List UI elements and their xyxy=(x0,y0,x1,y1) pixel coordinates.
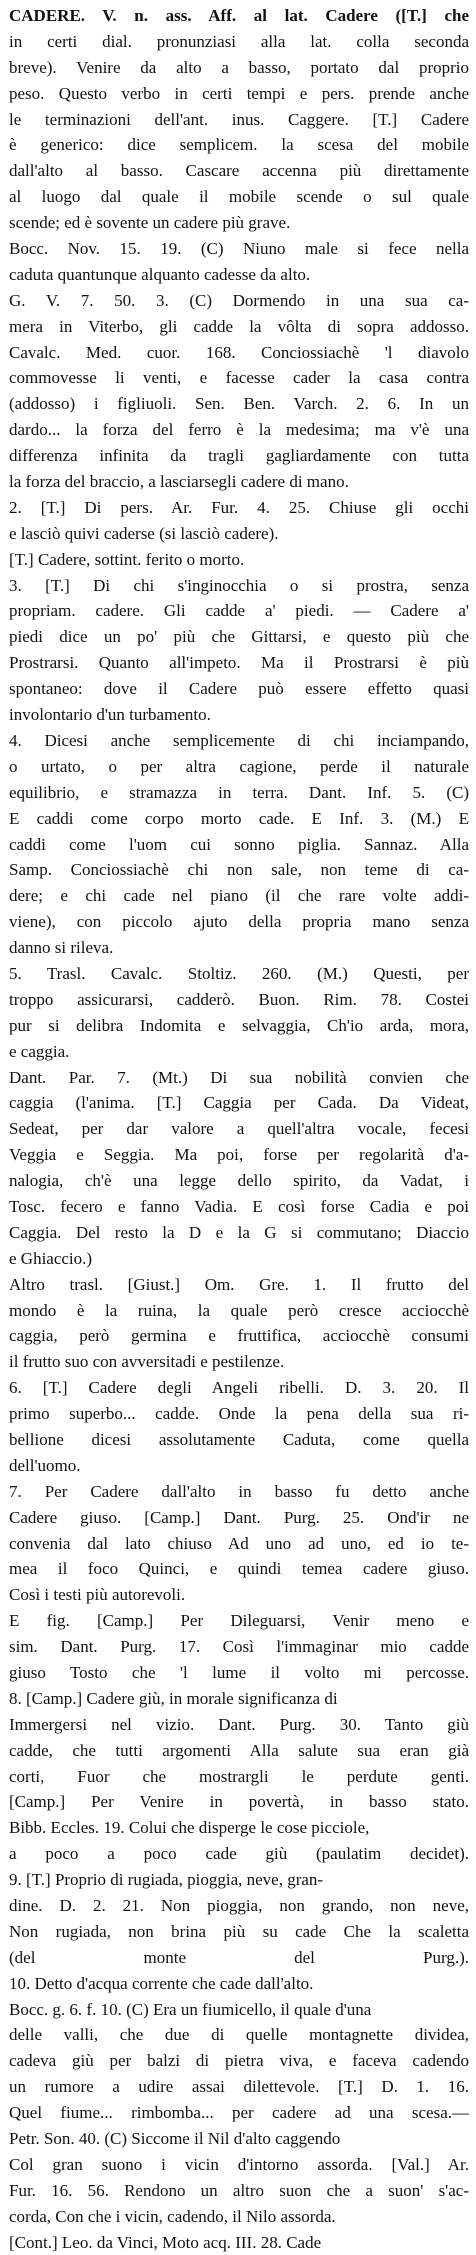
text-line: Bocc. g. 6. f. 10. (C) Era un fiumicello, il quale d'una xyxy=(9,1999,372,2019)
text-line: 8. [Camp.] Cadere giù, in morale significanza di xyxy=(9,1688,338,1708)
text-line: e Ghiaccio.) xyxy=(9,1248,93,1268)
text-line: 5. Trasl. Cavalc. Stoltiz. 260. (M.) Questi, per xyxy=(9,963,469,983)
text-line: la forza del braccio, a lasciarsegli cadere di mano. xyxy=(9,472,349,492)
text-line: Caggia. Del resto la D e la G si commutano; Diaccio xyxy=(9,1222,469,1242)
text-line: dine. D. 2. 21. Non pioggia, non grando, non neve, xyxy=(9,1896,469,1916)
text-line: mondo è la ruina, la quale però cresce acciocchè xyxy=(9,1300,469,1320)
text-line: Altro trasl. [Giust.] Om. Gre. 1. Il frutto del xyxy=(9,1274,469,1294)
text-line: dere; e chi cade nel piano (il che rare volte addi- xyxy=(9,886,469,906)
text-line: convenia dal lato chiuso Ad uno ad uno, ed io te- xyxy=(9,1533,469,1553)
text-line: e caggia. xyxy=(9,1041,70,1061)
text-line: CADERE. V. n. ass. Aff. al lat. Cadere ([T.] che xyxy=(9,6,469,25)
text-line: Cadere giuso. [Camp.] Dant. Purg. 25. Ond'ir ne xyxy=(9,1507,469,1527)
text-line: corda, Con che i vicin, cadendo, il Nilo assorda. xyxy=(9,2206,336,2226)
text-line: a poco a poco cade giù (paulatim decidet). xyxy=(9,1844,469,1864)
text-line: delle valli, che due di quelle montagnette dividea, xyxy=(9,2025,469,2045)
text-line: 9. [T.] Proprio di rugiada, pioggia, neve, gran- xyxy=(9,1870,324,1890)
text-line: Bibb. Eccles. 19. Colui che disperge le cose picciole, xyxy=(9,1818,370,1838)
text-line: piedi dice un po' più che Gittarsi, e questo più che xyxy=(9,627,469,647)
text-line: [Camp.] Per Venire in povertà, in basso stato. xyxy=(9,1792,469,1812)
text-line: Prostrarsi. Quanto all'impeto. Ma il Prostrarsi è più xyxy=(9,653,469,673)
text-line: primo superbo... cadde. Onde la pena della sua ri- xyxy=(9,1404,469,1424)
text-line: nalogia, ch'è una legge dello spirito, da Vadat, i xyxy=(9,1171,469,1191)
text-line: dardo... la forza del ferro è la medesima; ma v'è una xyxy=(9,420,469,440)
text-line: giuso Tosto che 'l lume il volto mi percosse. xyxy=(9,1663,469,1682)
text-line: 6. [T.] Cadere degli Angeli ribelli. D. 3. 20. Il xyxy=(9,1378,469,1398)
text-line: commovesse li venti, e facesse cader la casa contra xyxy=(9,368,469,388)
text-line: differenza infinita da tragli gagliardamente con tutta xyxy=(9,446,469,466)
text-line: peso. Questo verbo in certi tempi e pers. prende anche xyxy=(9,83,469,103)
text-line: Samp. Conciossiachè chi non sale, non teme di ca- xyxy=(9,860,469,880)
text-line: troppo assicurarsi, cadderò. Buon. Rim. 78. Costei xyxy=(9,989,469,1009)
text-line: cadde, che tutti argomenti Alla salute sua eran già xyxy=(9,1740,469,1760)
text-line: (del monte del Purg.). xyxy=(9,1947,469,1967)
text-line: [T.] Cadere, sottint. ferito o morto. xyxy=(9,549,245,569)
text-line: scende; ed è sovente un cadere più grave. xyxy=(9,213,291,233)
text-line: caggia, però germina e fruttifica, acciocchè consumi xyxy=(9,1326,469,1346)
text-line: Cavalc. Med. cuor. 168. Conciossiachè 'l diavolo xyxy=(9,342,469,362)
text-line: caduta quantunque alquanto cadesse da alto. xyxy=(9,264,311,284)
text-line: Non rugiada, non brina più su cade Che la scaletta xyxy=(9,1921,469,1941)
text-line: corti, Fuor che mostrargli le perdute genti. xyxy=(9,1766,469,1786)
text-line: involontario d'un turbamento. xyxy=(9,705,211,725)
text-line: equilibrio, e stramazza in terra. Dant. Inf. 5. (C) xyxy=(9,782,469,802)
text-line: 7. Per Cadere dall'alto in basso fu detto anche xyxy=(9,1481,469,1501)
text-line: un rumore a udire assai dilettevole. [T.] D. 1. 16. xyxy=(9,2077,469,2097)
text-line: 10. Detto d'acqua corrente che cade dall'alto. xyxy=(9,1973,314,1993)
text-line: mea il foco Quinci, e quindi temea cadere giuso. xyxy=(9,1559,469,1579)
text-line: dall'alto al basso. Cascare accenna più direttamente xyxy=(9,161,469,181)
text-line: breve). Venire da alto a basso, portato dal proprio xyxy=(9,57,469,77)
text-line: pur si delibra Indomita e selvaggia, Ch'io arda, mora, xyxy=(9,1015,469,1035)
text-line: Immergersi nel vizio. Dant. Purg. 30. Tanto giù xyxy=(9,1714,469,1734)
text-line: caggia (l'anima. [T.] Caggia per Cada. Da Videat, xyxy=(9,1093,469,1113)
text-line: o urtato, o per altra cagione, perde il naturale xyxy=(9,756,469,776)
text-line: Veggia e Seggia. Ma poi, forse per regolarità d'a- xyxy=(9,1145,469,1165)
text-line: cadeva giù per balzi di pietra viva, e faceva cadendo xyxy=(9,2051,469,2071)
text-line: G. V. 7. 50. 3. (C) Dormendo in una sua ca- xyxy=(9,290,469,310)
text-line: Col gran suono i vicin d'intorno assorda. [Val.] Ar. xyxy=(9,2154,469,2174)
text-line: 3. [T.] Di chi s'inginocchia o si prostra, senza xyxy=(9,575,469,595)
text-line: E caddi come corpo morto cade. E Inf. 3. (M.) E xyxy=(9,808,469,828)
text-line: Dant. Par. 7. (Mt.) Di sua nobilità convien che xyxy=(9,1067,469,1087)
text-line: propriam. cadere. Gli cadde a' piedi. — Cadere a' xyxy=(9,601,469,621)
text-line: danno si rileva. xyxy=(9,938,114,958)
text-line: bellione dicesi assolutamente Caduta, come quella xyxy=(9,1429,469,1449)
text-line: il frutto suo con avversitadi e pestilenze. xyxy=(9,1352,285,1372)
text-line: (addosso) i figliuoli. Sen. Ben. Varch. 2. 6. In un xyxy=(9,394,469,414)
text-line: viene), con piccolo ajuto della propria mano senza xyxy=(9,912,469,932)
text-line: Così i testi più autorevoli. xyxy=(9,1585,186,1605)
text-line: Bocc. Nov. 15. 19. (C) Niuno male si fece nella xyxy=(9,239,469,259)
text-line: dell'uomo. xyxy=(9,1455,81,1475)
text-line: [Cont.] Leo. da Vinci, Moto acq. III. 28. Cade xyxy=(9,2232,322,2252)
text-line: e lasciò quivi caderse (si lasciò cadere). xyxy=(9,523,279,543)
text-line: Petr. Son. 40. (C) Siccome il Nil d'alto caggendo xyxy=(9,2129,341,2149)
text-line: 2. [T.] Di pers. Ar. Fur. 4. 25. Chiuse gli occhi xyxy=(9,497,469,517)
text-line: Fur. 16. 56. Rendono un altro suon che a suon' s'ac- xyxy=(9,2180,469,2200)
text-line: è generico: dice semplicem. la scesa del mobile xyxy=(9,135,469,155)
text-line: in certi dial. pronunziasi alla lat. colla seconda xyxy=(9,31,469,51)
text-line: 4. Dicesi anche semplicemente di chi inciampando, xyxy=(9,730,469,750)
text-line: spontaneo: dove il Cadere può essere effetto quasi xyxy=(9,679,469,699)
entry-cadere xyxy=(9,3,469,2255)
text-line: mera in Viterbo, gli cadde la vôlta di sopra addosso. xyxy=(9,316,469,336)
text-line: Tosc. fecero e fanno Vadia. E così forse Cadia e poi xyxy=(9,1196,469,1216)
text-line: E fig. [Camp.] Per Dileguarsi, Venir meno e xyxy=(9,1611,469,1631)
text-line: Sedeat, per dar valore a quell'altra vocale, fecesi xyxy=(9,1119,469,1139)
text-line: le terminazioni dell'ant. inus. Caggere. [T.] Cadere xyxy=(9,109,469,129)
text-line: al luogo dal quale il mobile scende o sul quale xyxy=(9,187,469,207)
text-line: caddi come l'uom cui sonno piglia. Sannaz. Alla xyxy=(9,834,469,854)
text-line: sim. Dant. Purg. 17. Così l'immaginar mio cadde xyxy=(9,1637,469,1657)
text-line: Quel fiume... rimbomba... per cadere ad una scesa.— xyxy=(9,2103,469,2123)
